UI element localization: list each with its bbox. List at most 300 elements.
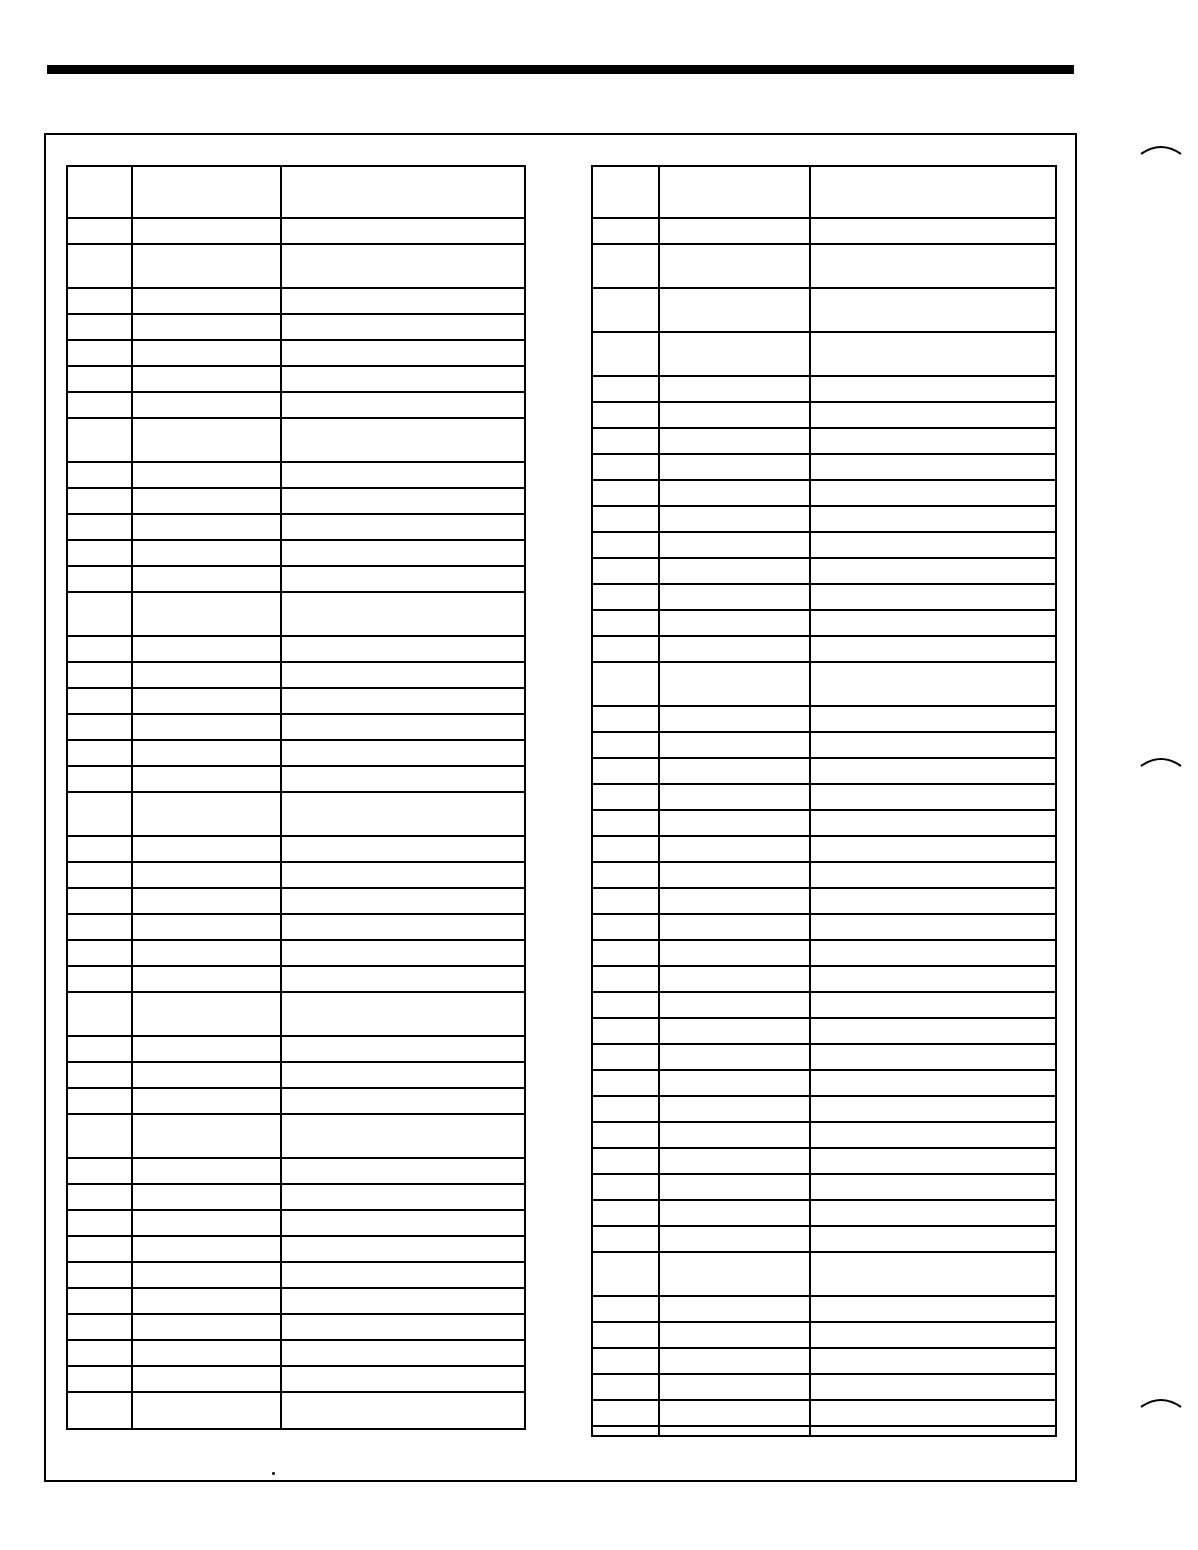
table-cell: [593, 785, 659, 809]
table-cell: [132, 863, 281, 887]
table-row: [593, 887, 1055, 913]
table-cell: [281, 767, 524, 791]
table-cell: [68, 567, 132, 591]
table-cell: [132, 837, 281, 861]
table-cell: [68, 489, 132, 513]
table-cell: [132, 515, 281, 539]
table-row: [68, 765, 524, 791]
table-row: [593, 965, 1055, 991]
table-cell: [132, 463, 281, 487]
table-cell: [659, 559, 810, 583]
table-cell: [132, 741, 281, 765]
table-cell: [68, 663, 132, 687]
table-row: [68, 287, 524, 313]
table-cell: [659, 481, 810, 505]
table-row: [593, 427, 1055, 453]
table-cell: [281, 1367, 524, 1391]
table-cell: [68, 1063, 132, 1087]
table-cell: [281, 419, 524, 461]
table-row: [593, 1373, 1055, 1399]
table-cell: [132, 689, 281, 713]
table-row: [68, 739, 524, 765]
table-row: [68, 791, 524, 835]
table-cell: [593, 1227, 659, 1251]
table-row: [593, 731, 1055, 757]
table-cell: [810, 1201, 1055, 1225]
table-cell: [659, 1253, 810, 1295]
table-cell: [281, 1063, 524, 1087]
table-row: [68, 1391, 524, 1417]
table-row: [68, 243, 524, 287]
table-cell: [810, 1323, 1055, 1347]
table-cell: [593, 1175, 659, 1199]
table-row: [68, 539, 524, 565]
table-cell: [593, 889, 659, 913]
table-cell: [659, 811, 810, 835]
table-cell: [281, 393, 524, 417]
table-cell: [810, 559, 1055, 583]
table-cell: [659, 1401, 810, 1425]
table-row: [68, 339, 524, 365]
table-cell: [132, 1367, 281, 1391]
table-cell: [810, 1097, 1055, 1121]
table-row: [68, 661, 524, 687]
table-cell: [132, 1289, 281, 1313]
table-cell: [659, 889, 810, 913]
header-cell: [593, 167, 659, 217]
table-cell: [281, 541, 524, 565]
table-row: [68, 1235, 524, 1261]
table-cell: [659, 733, 810, 757]
table-cell: [132, 567, 281, 591]
table-cell: [593, 585, 659, 609]
table-row: [593, 1321, 1055, 1347]
table-cell: [281, 1263, 524, 1287]
table-cell: [659, 611, 810, 635]
table-cell: [68, 393, 132, 417]
table-cell: [593, 245, 659, 287]
table-cell: [593, 759, 659, 783]
table-cell: [810, 455, 1055, 479]
table-row: [68, 391, 524, 417]
table-row: [68, 1061, 524, 1087]
table-row: [68, 687, 524, 713]
table-row: [593, 1147, 1055, 1173]
table-cell: [132, 793, 281, 835]
table-cell: [68, 715, 132, 739]
table-cell: [281, 741, 524, 765]
table-cell: [132, 289, 281, 313]
table-row: [593, 783, 1055, 809]
table-cell: [593, 837, 659, 861]
table-row: [593, 217, 1055, 243]
table-row: [68, 1113, 524, 1157]
column-divider: [658, 167, 660, 1435]
table-cell: [810, 837, 1055, 861]
table-row: [68, 565, 524, 591]
table-cell: [281, 837, 524, 861]
table-cell: [810, 1045, 1055, 1069]
table-cell: [281, 941, 524, 965]
table-cell: [132, 715, 281, 739]
table-row: [68, 1035, 524, 1061]
table-cell: [68, 741, 132, 765]
binder-hole-bottom: [1139, 1393, 1183, 1413]
table-cell: [593, 1323, 659, 1347]
table-cell: [810, 1123, 1055, 1147]
table-cell: [810, 403, 1055, 427]
table-cell: [659, 1375, 810, 1399]
table-cell: [132, 489, 281, 513]
table-row: [593, 1347, 1055, 1373]
table-cell: [132, 1037, 281, 1061]
table-cell: [593, 455, 659, 479]
table-cell: [659, 837, 810, 861]
header-cell: [281, 167, 524, 217]
table-cell: [810, 733, 1055, 757]
table-cell: [810, 507, 1055, 531]
table-cell: [810, 941, 1055, 965]
table-cell: [281, 593, 524, 635]
table-cell: [281, 367, 524, 391]
table-cell: [810, 1227, 1055, 1251]
table-row: [593, 1295, 1055, 1321]
table-cell: [810, 1071, 1055, 1095]
table-cell: [593, 507, 659, 531]
table-cell: [659, 1201, 810, 1225]
table-row: [593, 861, 1055, 887]
table-cell: [68, 1089, 132, 1113]
table-cell: [68, 689, 132, 713]
table-cell: [68, 1341, 132, 1365]
table-cell: [810, 585, 1055, 609]
table-row: [68, 1157, 524, 1183]
table-cell: [593, 1097, 659, 1121]
table-cell: [810, 707, 1055, 731]
table-row: [68, 1209, 524, 1235]
table-cell: [68, 1367, 132, 1391]
table-cell: [68, 419, 132, 461]
table-cell: [281, 715, 524, 739]
table-row: [68, 1313, 524, 1339]
table-cell: [281, 689, 524, 713]
table-row: [68, 217, 524, 243]
table-cell: [593, 707, 659, 731]
table-cell: [132, 1089, 281, 1113]
table-row: [68, 887, 524, 913]
table-cell: [132, 1315, 281, 1339]
table-cell: [593, 1297, 659, 1321]
table-cell: [810, 1375, 1055, 1399]
table-row: [593, 331, 1055, 375]
table-row: [593, 1121, 1055, 1147]
table-cell: [132, 1237, 281, 1261]
table-cell: [68, 837, 132, 861]
table-cell: [810, 1297, 1055, 1321]
table-row: [593, 401, 1055, 427]
table-cell: [281, 289, 524, 313]
table-cell: [659, 403, 810, 427]
table-cell: [281, 993, 524, 1035]
table-cell: [281, 341, 524, 365]
table-cell: [593, 429, 659, 453]
table-cell: [810, 429, 1055, 453]
table-cell: [68, 219, 132, 243]
table-cell: [68, 1289, 132, 1313]
table-cell: [68, 593, 132, 635]
table-header-row: [68, 167, 524, 217]
table-cell: [659, 245, 810, 287]
header-cell: [68, 167, 132, 217]
table-row: [593, 1199, 1055, 1225]
column-divider: [280, 167, 282, 1428]
table-cell: [281, 1037, 524, 1061]
table-cell: [68, 541, 132, 565]
table-row: [68, 713, 524, 739]
table-cell: [68, 463, 132, 487]
table-row: [593, 1173, 1055, 1199]
table-cell: [132, 1263, 281, 1287]
table-row: [593, 505, 1055, 531]
table-cell: [132, 245, 281, 287]
table-cell: [132, 1115, 281, 1157]
table-cell: [68, 889, 132, 913]
table-cell: [593, 967, 659, 991]
table-cell: [810, 759, 1055, 783]
table-cell: [810, 481, 1055, 505]
table-cell: [281, 637, 524, 661]
table-cell: [281, 889, 524, 913]
table-cell: [132, 1211, 281, 1235]
table-cell: [593, 403, 659, 427]
table-cell: [593, 915, 659, 939]
table-cell: [810, 289, 1055, 331]
table-cell: [281, 1289, 524, 1313]
table-cell: [659, 429, 810, 453]
table-cell: [659, 1349, 810, 1373]
table-cell: [132, 915, 281, 939]
table-cell: [68, 1159, 132, 1183]
table-cell: [281, 967, 524, 991]
table-cell: [659, 1323, 810, 1347]
table-cell: [281, 663, 524, 687]
table-row: [593, 913, 1055, 939]
table-cell: [593, 863, 659, 887]
table-cell: [593, 1349, 659, 1373]
table-cell: [68, 1211, 132, 1235]
table-cell: [281, 1185, 524, 1209]
table-cell: [593, 1401, 659, 1425]
table-cell: [68, 1185, 132, 1209]
table-cell: [659, 507, 810, 531]
table-cell: [281, 219, 524, 243]
right-form-table: [591, 165, 1057, 1437]
table-cell: [281, 1211, 524, 1235]
table-row: [68, 939, 524, 965]
table-row: [68, 835, 524, 861]
table-cell: [659, 219, 810, 243]
binder-hole-middle: [1139, 752, 1183, 772]
table-cell: [659, 377, 810, 401]
table-row: [593, 635, 1055, 661]
table-cell: [593, 1123, 659, 1147]
table-cell: [659, 1097, 810, 1121]
table-cell: [593, 811, 659, 835]
table-cell: [68, 341, 132, 365]
table-cell: [659, 1019, 810, 1043]
table-header-row: [593, 167, 1055, 217]
table-cell: [281, 315, 524, 339]
table-cell: [593, 1019, 659, 1043]
table-cell: [659, 533, 810, 557]
table-row: [593, 705, 1055, 731]
table-cell: [68, 915, 132, 939]
table-cell: [593, 333, 659, 375]
table-cell: [132, 637, 281, 661]
binder-hole-top: [1139, 140, 1183, 160]
table-cell: [132, 1185, 281, 1209]
table-row: [593, 1399, 1055, 1425]
header-cell: [132, 167, 281, 217]
table-cell: [281, 489, 524, 513]
table-row: [68, 991, 524, 1035]
table-cell: [68, 863, 132, 887]
table-cell: [810, 663, 1055, 705]
table-cell: [810, 915, 1055, 939]
header-cell: [659, 167, 810, 217]
table-row: [593, 479, 1055, 505]
table-cell: [659, 1123, 810, 1147]
table-cell: [593, 377, 659, 401]
table-cell: [132, 593, 281, 635]
table-cell: [810, 377, 1055, 401]
table-row: [68, 417, 524, 461]
table-cell: [132, 967, 281, 991]
table-row: [68, 635, 524, 661]
table-cell: [68, 1237, 132, 1261]
table-cell: [281, 1115, 524, 1157]
table-cell: [593, 663, 659, 705]
header-cell: [810, 167, 1055, 217]
table-row: [593, 1095, 1055, 1121]
table-row: [68, 591, 524, 635]
table-row: [68, 913, 524, 939]
table-cell: [659, 1149, 810, 1173]
table-cell: [132, 341, 281, 365]
table-cell: [68, 941, 132, 965]
table-row: [68, 861, 524, 887]
table-row: [68, 487, 524, 513]
table-cell: [281, 1315, 524, 1339]
table-cell: [68, 793, 132, 835]
table-row: [593, 835, 1055, 861]
table-cell: [659, 1297, 810, 1321]
table-cell: [659, 333, 810, 375]
table-cell: [68, 637, 132, 661]
table-cell: [810, 993, 1055, 1017]
table-row: [593, 809, 1055, 835]
table-row: [593, 609, 1055, 635]
table-cell: [593, 1071, 659, 1095]
table-cell: [810, 637, 1055, 661]
table-cell: [281, 463, 524, 487]
table-cell: [659, 1045, 810, 1069]
table-cell: [659, 863, 810, 887]
table-cell: [593, 289, 659, 331]
table-cell: [810, 1427, 1055, 1451]
table-cell: [281, 1159, 524, 1183]
table-cell: [281, 1393, 524, 1417]
table-cell: [593, 993, 659, 1017]
table-cell: [593, 611, 659, 635]
table-cell: [68, 515, 132, 539]
table-cell: [593, 481, 659, 505]
table-cell: [593, 941, 659, 965]
table-row: [593, 243, 1055, 287]
table-cell: [593, 1149, 659, 1173]
table-cell: [68, 315, 132, 339]
table-cell: [68, 289, 132, 313]
table-cell: [810, 1175, 1055, 1199]
table-row: [593, 1043, 1055, 1069]
table-cell: [132, 889, 281, 913]
column-divider: [131, 167, 133, 1428]
table-cell: [659, 707, 810, 731]
table-cell: [281, 1341, 524, 1365]
table-cell: [281, 245, 524, 287]
table-cell: [68, 1037, 132, 1061]
table-cell: [659, 967, 810, 991]
table-cell: [810, 219, 1055, 243]
table-cell: [132, 1341, 281, 1365]
table-row: [593, 531, 1055, 557]
table-cell: [132, 941, 281, 965]
table-cell: [810, 1253, 1055, 1295]
table-row: [593, 1225, 1055, 1251]
table-row: [593, 375, 1055, 401]
table-cell: [659, 915, 810, 939]
table-cell: [659, 1071, 810, 1095]
table-row: [593, 939, 1055, 965]
table-cell: [810, 1149, 1055, 1173]
table-cell: [659, 1175, 810, 1199]
table-cell: [68, 767, 132, 791]
table-cell: [810, 1349, 1055, 1373]
table-cell: [68, 993, 132, 1035]
table-cell: [68, 1263, 132, 1287]
table-cell: [68, 245, 132, 287]
table-cell: [132, 1159, 281, 1183]
table-cell: [810, 1401, 1055, 1425]
table-cell: [281, 1089, 524, 1113]
table-cell: [659, 289, 810, 331]
table-cell: [593, 1045, 659, 1069]
table-row: [593, 661, 1055, 705]
table-cell: [659, 1427, 810, 1451]
table-row: [68, 1339, 524, 1365]
table-cell: [68, 967, 132, 991]
table-row: [593, 1017, 1055, 1043]
table-cell: [810, 785, 1055, 809]
table-cell: [132, 219, 281, 243]
table-cell: [810, 533, 1055, 557]
table-row: [593, 453, 1055, 479]
table-cell: [593, 637, 659, 661]
table-cell: [593, 559, 659, 583]
table-cell: [659, 941, 810, 965]
table-cell: [132, 993, 281, 1035]
table-cell: [281, 515, 524, 539]
